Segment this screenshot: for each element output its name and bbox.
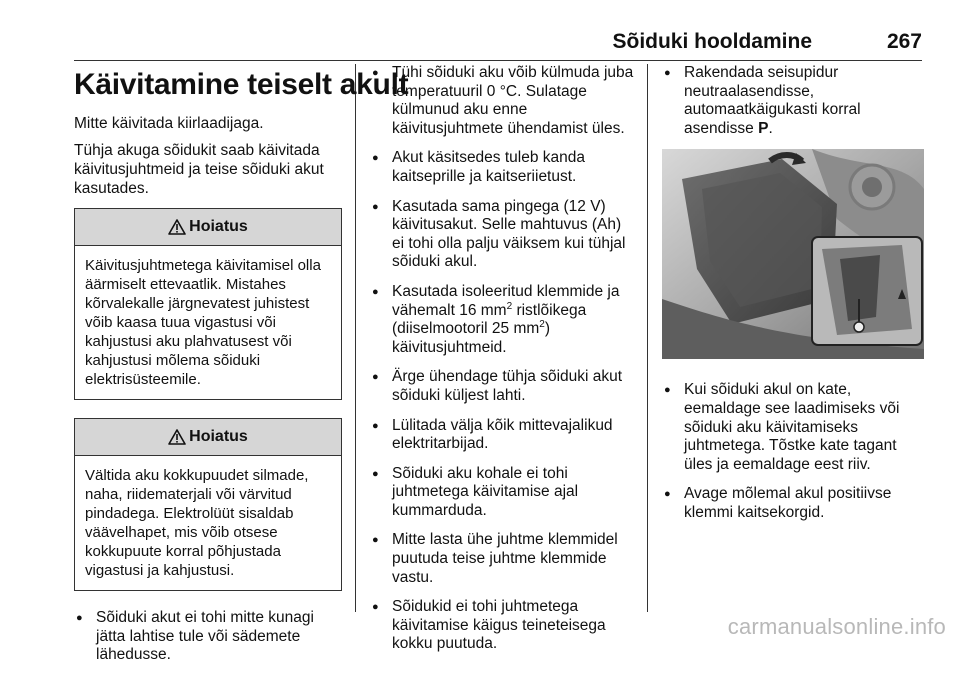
list-item: ● Avage mõlemal akul positiivse klemmi kaitsekorgid. xyxy=(662,485,924,522)
intro-paragraph-2: Tühja akuga sõidukit saab käivitada käivitusjuhtmeid ja teise sõiduki akut kasutades. xyxy=(74,142,324,197)
list-text: ) käivitusjuhtmeid. xyxy=(392,320,551,356)
column-divider-1 xyxy=(355,64,356,612)
warning-triangle-icon xyxy=(168,429,186,445)
list-item xyxy=(370,283,636,357)
bullet-list xyxy=(370,64,636,654)
warning-triangle-icon xyxy=(168,219,186,235)
warning-text: Vältida aku kokkupuudet silmade, naha, riidematerjali või värvitud pindadega. Elektrolüüt sisaldab väävelhapet, mis võib otsese kokkupuute korral põhjustada vigastusi ja kahjustusi. xyxy=(85,467,309,579)
superscript: 2 xyxy=(539,318,545,330)
list-text: . xyxy=(768,119,773,137)
list-item: ● Tühi sõiduki aku võib külmuda juba temperatuuril 0 °C. Sulatage külmunud aku enne käivitusjuhtmete ühendamist üles. xyxy=(370,64,636,138)
warning-text: Käivitusjuhtmetega käivitamisel olla äärmiselt ettevaatlik. Mistahes kõrvalekalle järgnevatest juhistest võib kaasa tuua vigastusi või kahjustusi aku plahvatusest või kahjustusi mõlema sõiduki elektrisüsteemile. xyxy=(85,257,321,388)
column-3 xyxy=(662,64,924,534)
list-item: ● Akut käsitsedes tuleb kanda kaitseprille ja kaitseriietust. xyxy=(370,149,636,186)
column-2 xyxy=(370,64,636,665)
list-item: ● Mitte lasta ühe juhtme klemmidel puutuda teise juhtme klemmide vastu. xyxy=(370,531,636,587)
list-item: ● Kasutada sama pingega (12 V) käivitusakut. Selle mahtuvus (Ah) ei tohi olla palju väiksem kui tühjal sõiduki akul. xyxy=(370,198,636,272)
intro-paragraph-1: Mitte käivitada kiirlaadijaga. xyxy=(74,115,264,132)
superscript: 2 xyxy=(506,300,513,312)
warning-box-1 xyxy=(74,208,342,400)
gear-position-p: P xyxy=(758,119,769,137)
list-item: ● Sõidukid ei tohi juhtmetega käivitamise käigus teineteisega kokku puutuda. xyxy=(370,598,636,654)
bullet-list xyxy=(74,609,342,665)
column-divider-2 xyxy=(647,64,648,612)
column-1 xyxy=(74,64,409,676)
list-item: ● Lülitada välja kõik mittevajalikud elektritarbijad. xyxy=(370,417,636,454)
warning-header xyxy=(75,419,341,456)
list-text: Kasutada isoleeritud klemmide ja vähemalt 16 mm xyxy=(392,282,620,319)
list-text: ristlõikega (diiselmootoril 25 mm xyxy=(392,301,587,338)
warning-title: Hoiatus xyxy=(189,428,248,445)
bullet-list xyxy=(662,64,924,138)
list-item: ● Sõiduki akut ei tohi mitte kunagi jätta lahtise tule või sädemete lähedusse. xyxy=(74,609,342,665)
list-item: ● Kui sõiduki akul on kate, eemaldage see laadimiseks või sõiduki aku käivitamiseks juhtmetega. Tõstke kate tagant üles ja eemaldage eest riiv. xyxy=(662,381,924,474)
page-number: 267 xyxy=(886,30,922,53)
header-rule xyxy=(74,60,922,61)
page-header xyxy=(74,30,922,60)
list-item: ● Sõiduki aku kohale ei tohi juhtmetega käivitamise ajal kummarduda. xyxy=(370,465,636,521)
list-text: Rakendada seisupidur neutraalasendisse, automaatkäigukasti korral asendisse xyxy=(684,64,861,137)
warning-header xyxy=(75,209,341,246)
page-heading: Käivitamine teiselt akult xyxy=(74,68,409,101)
watermark: carmanualsonline.info xyxy=(727,614,946,639)
bullet-list xyxy=(662,381,924,522)
list-item xyxy=(662,64,924,138)
warning-title: Hoiatus xyxy=(189,218,248,235)
battery-cover-photo xyxy=(662,149,924,359)
list-item: ● Ärge ühendage tühja sõiduki akut sõiduki küljest lahti. xyxy=(370,368,636,405)
section-title: Sõiduki hooldamine xyxy=(612,30,812,53)
warning-box-2 xyxy=(74,418,342,591)
